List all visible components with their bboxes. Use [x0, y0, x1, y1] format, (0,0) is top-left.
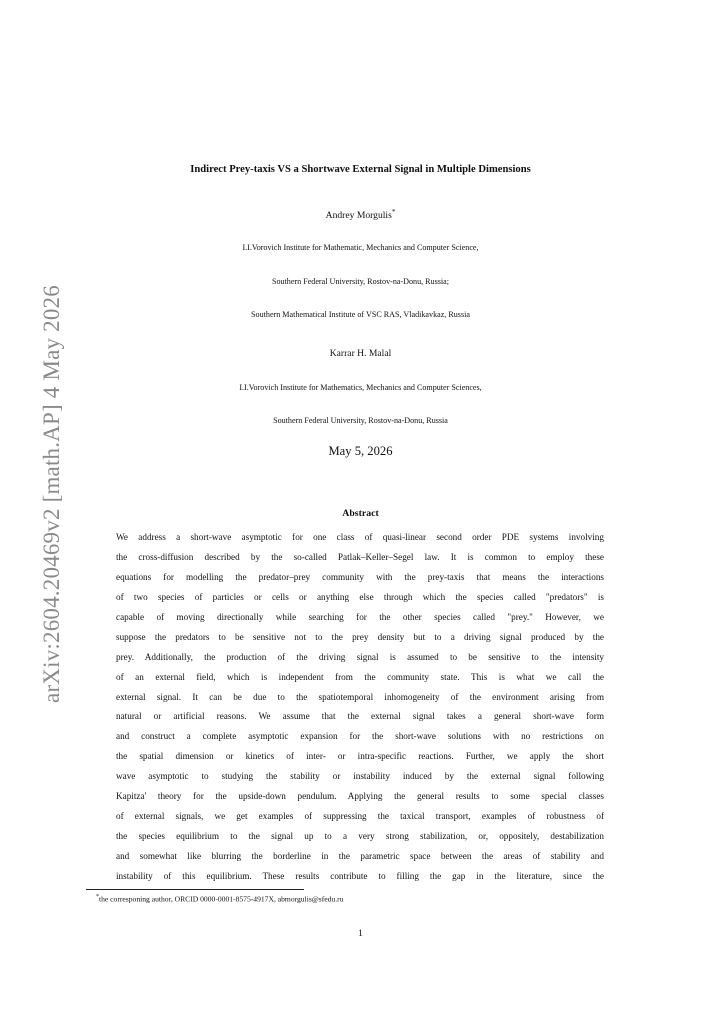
author-affiliation: Southern Federal University, Rostov-na-Donu, Russia; [271, 277, 450, 286]
abstract-line: of external signals, we get examples of suppressing the taxical transport, examples of robustness of [116, 811, 604, 822]
arxiv-identifier: arXiv:2604.20469v2 [math.AP] 4 May 2026 [39, 285, 64, 703]
paper-date: May 5, 2026 [328, 444, 393, 458]
author-name: Karrar H. Malal [329, 348, 392, 359]
abstract-line: instability of this equilibrium. These results contribute to filling the gap in the literature, since the [116, 870, 604, 881]
abstract-line: external signal. It can be due to the spatiotemporal inhomogeneity of the environment arising from [116, 691, 604, 702]
abstract-line: of an external field, which is independent from the community state. This is what we call the [116, 671, 604, 682]
abstract-line: We address a short-wave asymptotic for one class of quasi-linear second order PDE systems involving [116, 532, 604, 542]
abstract-line: and construct a complete asymptotic expansion for the short-wave solutions with no restrictions on [116, 731, 604, 742]
author-footnote-mark: * [391, 207, 396, 216]
abstract-line: the spatial dimension or kinetics of inter- or intra-specific reactions. Further, we apply the short [116, 751, 604, 762]
abstract-text [116, 528, 604, 887]
author-affiliation: I.I.Vorovich Institute for Mathematic, Mechanics and Computer Science, [242, 243, 479, 252]
abstract-line: suppose the predators to be sensitive not to the prey density but to a driving signal produced by the [116, 631, 604, 642]
abstract-line: wave asymptotic to studying the stability or instability induced by the external signal following [116, 771, 604, 782]
abstract-line: prey. Additionally, the production of the driving signal is assumed to be sensitive to the intensity [116, 651, 604, 662]
footnote-divider [86, 889, 304, 890]
abstract-line: equations for modelling the predator–prey community with the prey-taxis that means the interactions [116, 571, 604, 582]
abstract-line: natural or artificial reasons. We assume that the external signal takes a general short-wave form [116, 711, 604, 722]
page-number: 1 [358, 929, 363, 939]
author-affiliation: Southern Mathematical Institute of VSC RAS, Vladikavkaz, Russia [251, 310, 470, 319]
abstract-line: the species equilibrium to the signal up to a very strong stabilization, or, oppositely, destabilization [116, 831, 604, 842]
abstract-line: and somewhat like blurring the borderline in the parametric space between the areas of stability and [116, 851, 604, 861]
author-name: Andrey Morgulis* [325, 207, 396, 221]
abstract-line: the cross-diffusion described by the so-called Patlak–Keller–Segel law. It is common to employ these [116, 551, 604, 562]
footnote-text: the corresponing author, ORCID 0000-0001-8575-4917X, abmorgulis@sfedu.ru [99, 894, 344, 904]
footnote-mark: * [96, 894, 99, 900]
abstract-heading: Abstract [342, 508, 379, 519]
author-affiliation: I.I.Vorovich Institute for Mathematics, Mechanics and Computer Sciences, [239, 383, 482, 392]
author-affiliation: Southern Federal University, Rostov-na-Donu, Russia [273, 416, 448, 425]
footnote [96, 894, 343, 904]
abstract-line: capable of moving directionally while searching for the other species called "prey." However, we [116, 611, 604, 622]
abstract-line: Kapitza' theory for the upside-down pendulum. Applying the general results to some special classes [116, 791, 604, 802]
paper-title: Indirect Prey-taxis VS a Shortwave External Signal in Multiple Dimensions [190, 164, 531, 175]
abstract-line: of two species of particles or cells or anything else through which the species called "predators" is [116, 591, 604, 602]
